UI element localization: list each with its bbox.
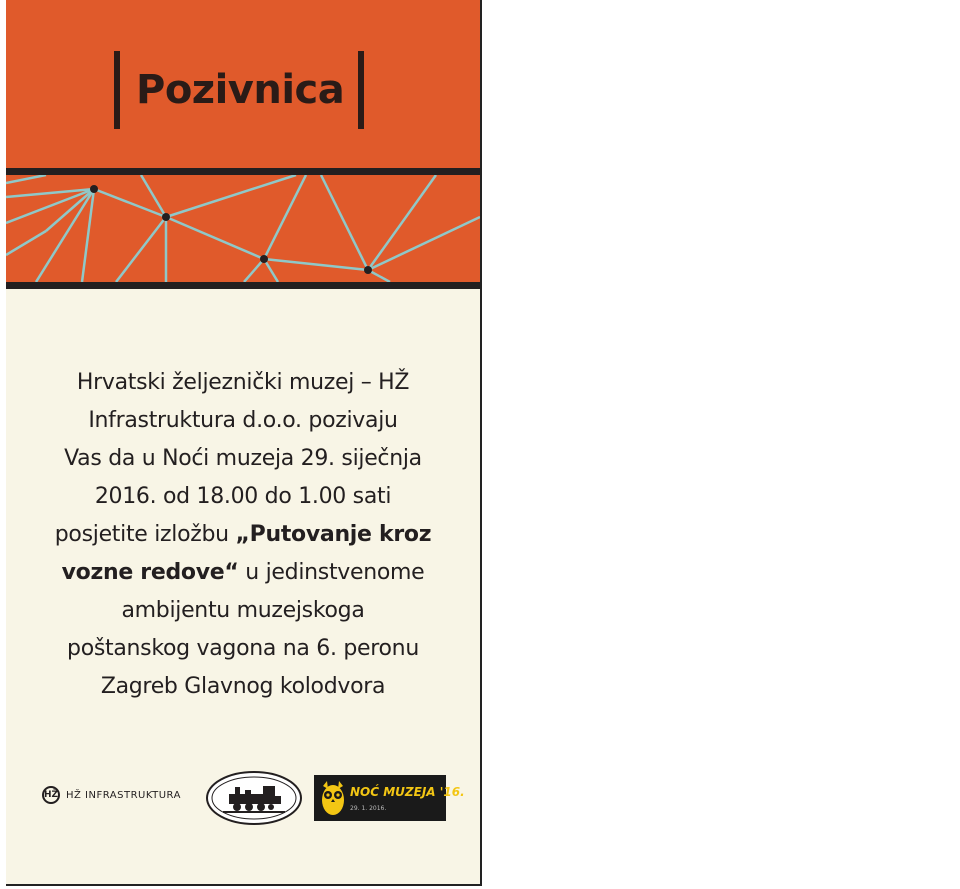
network-pattern: [6, 175, 480, 282]
hz-logo-text: HŽ INFRASTRUKTURA: [66, 789, 181, 801]
exhibition-title-part-1: „Putovanje kroz: [235, 522, 432, 547]
exhibition-title-part-2: vozne redove“: [61, 560, 239, 585]
body-line-6-suffix: u jedinstvenome: [238, 560, 425, 585]
noc-muzeja-date: 29. 1. 2016.: [350, 805, 387, 812]
railway-museum-seal-icon: [205, 770, 303, 826]
body-line-1: Hrvatski željeznički muzej – HŽ: [76, 370, 410, 395]
hz-infrastruktura-logo: [42, 786, 181, 804]
body-line-5: [26, 516, 460, 554]
noc-muzeja-title: NOĆ MUZEJA '16.: [350, 785, 465, 799]
noc-muzeja-logo: [314, 775, 465, 821]
page-title: Pozivnica: [136, 67, 345, 113]
bottom-divider: [6, 282, 480, 289]
invitation-body: [26, 364, 460, 706]
owl-icon: [318, 778, 348, 818]
sponsor-logos: [6, 766, 480, 830]
body-line-9: Zagreb Glavnog kolodvora: [100, 674, 386, 699]
body-line-4: 2016. od 18.00 do 1.00 sati: [94, 484, 392, 509]
body-line-5-prefix: posjetite izložbu: [54, 522, 236, 547]
top-divider: [6, 168, 480, 175]
body-line-2: Infrastruktura d.o.o. pozivaju: [88, 408, 398, 433]
hz-mark-icon: HŽ: [42, 786, 60, 804]
body-line-7: ambijentu muzejskoga: [121, 598, 365, 623]
invitation-card: [6, 0, 482, 886]
body-line-8: poštanskog vagona na 6. peronu: [67, 636, 419, 661]
title-right-bar: [358, 51, 364, 129]
network-pattern-graphic: [6, 175, 480, 282]
body-line-6: [26, 554, 460, 592]
header-band: [6, 0, 480, 168]
body-line-3: Vas da u Noći muzeja 29. siječnja: [64, 446, 422, 471]
railway-museum-logo: [205, 770, 303, 826]
title-block: [114, 50, 364, 130]
